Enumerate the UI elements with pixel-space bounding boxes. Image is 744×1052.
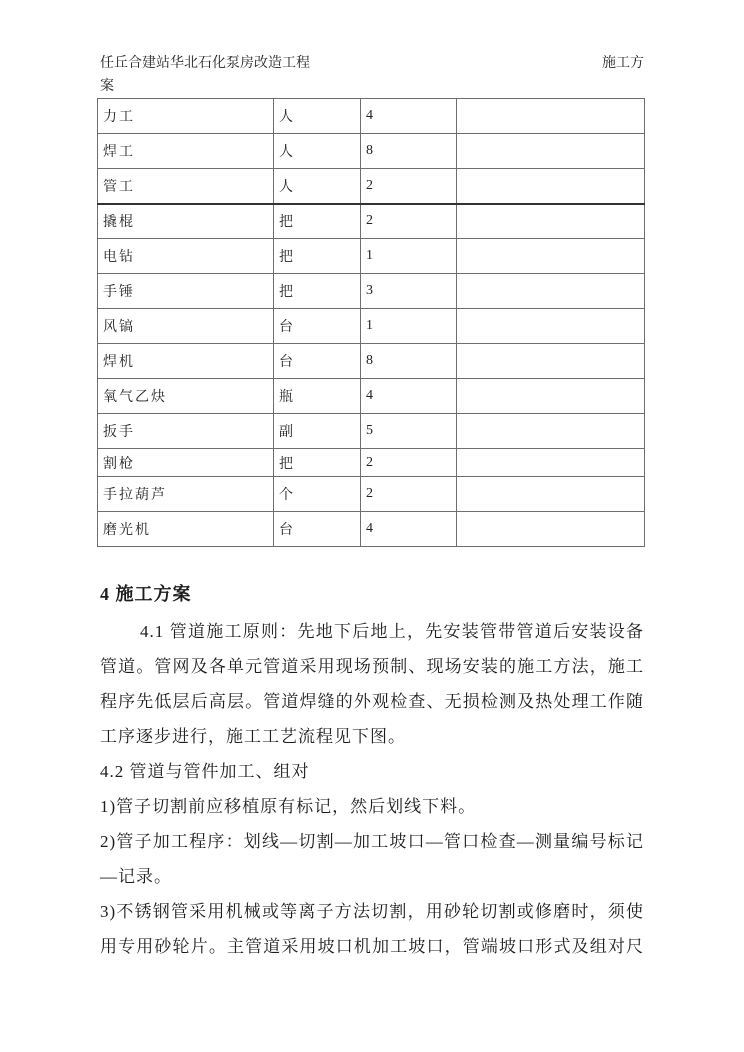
doc-type-wrap: 案 — [100, 79, 114, 94]
note-cell — [457, 274, 645, 309]
note-cell — [457, 134, 645, 169]
unit-cell: 人 — [274, 134, 361, 169]
qty-cell: 4 — [361, 379, 457, 414]
qty-cell: 2 — [361, 169, 457, 204]
table-row — [98, 344, 645, 379]
section-heading: 4 施工方案 — [100, 584, 192, 604]
table-row — [98, 414, 645, 449]
item-cell: 手锤 — [98, 274, 274, 309]
unit-cell: 人 — [274, 169, 361, 204]
item-cell: 割枪 — [98, 449, 274, 477]
qty-cell: 5 — [361, 414, 457, 449]
unit-cell: 把 — [274, 274, 361, 309]
qty-cell: 2 — [361, 477, 457, 512]
table-row — [98, 239, 645, 274]
qty-cell: 2 — [361, 204, 457, 239]
table-row — [98, 134, 645, 169]
table-row — [98, 99, 645, 134]
item-cell: 电钻 — [98, 239, 274, 274]
unit-cell: 副 — [274, 414, 361, 449]
qty-cell: 1 — [361, 309, 457, 344]
note-cell — [457, 512, 645, 547]
table-row — [98, 512, 645, 547]
table-row — [98, 204, 645, 239]
item-cell: 风镐 — [98, 309, 274, 344]
unit-cell: 台 — [274, 309, 361, 344]
unit-cell: 人 — [274, 99, 361, 134]
body-line: 1)管子切割前应移植原有标记，然后划线下料。 — [100, 797, 477, 816]
note-cell — [457, 169, 645, 204]
item-cell: 管工 — [98, 169, 274, 204]
item-cell: 氧气乙炔 — [98, 379, 274, 414]
page-content — [97, 0, 644, 964]
item-cell: 焊工 — [98, 134, 274, 169]
note-cell — [457, 477, 645, 512]
note-cell — [457, 449, 645, 477]
note-cell — [457, 239, 645, 274]
note-cell — [457, 344, 645, 379]
table-row — [98, 169, 645, 204]
body-line: 工序逐步进行，施工工艺流程见下图。 — [100, 727, 406, 746]
doc-type-label: 施工方 — [602, 56, 644, 71]
unit-cell: 把 — [274, 449, 361, 477]
note-cell — [457, 414, 645, 449]
item-cell: 磨光机 — [98, 512, 274, 547]
item-cell: 力工 — [98, 99, 274, 134]
body-line: —记录。 — [100, 867, 172, 886]
item-cell: 撬棍 — [98, 204, 274, 239]
note-cell — [457, 99, 645, 134]
item-cell: 扳手 — [98, 414, 274, 449]
item-cell: 焊机 — [98, 344, 274, 379]
section-body — [97, 614, 644, 964]
table-row — [98, 274, 645, 309]
project-title: 任丘合建站华北石化泵房改造工程 — [100, 56, 310, 71]
body-line: 3)不锈钢管采用机械或等离子方法切割，用砂轮切割或修磨时，须使 — [100, 902, 644, 921]
table-row — [98, 477, 645, 512]
qty-cell: 8 — [361, 134, 457, 169]
body-line: 4.2 管道与管件加工、组对 — [100, 762, 310, 781]
unit-cell: 台 — [274, 344, 361, 379]
body-line: 管道。管网及各单元管道采用现场预制、现场安装的施工方法，施工 — [100, 657, 644, 676]
table-row — [98, 449, 645, 477]
unit-cell: 把 — [274, 239, 361, 274]
table-row — [98, 379, 645, 414]
body-line: 程序先低层后高层。管道焊缝的外观检查、无损检测及热处理工作随 — [100, 692, 644, 711]
qty-cell: 8 — [361, 344, 457, 379]
note-cell — [457, 204, 645, 239]
note-cell — [457, 379, 645, 414]
unit-cell: 把 — [274, 204, 361, 239]
equipment-table — [97, 98, 645, 547]
body-line: 4.1 管道施工原则：先地下后地上，先安装管带管道后安装设备 — [140, 622, 644, 641]
qty-cell: 4 — [361, 99, 457, 134]
unit-cell: 瓶 — [274, 379, 361, 414]
note-cell — [457, 309, 645, 344]
qty-cell: 1 — [361, 239, 457, 274]
item-cell: 手拉葫芦 — [98, 477, 274, 512]
unit-cell: 个 — [274, 477, 361, 512]
page-header — [97, 52, 644, 98]
unit-cell: 台 — [274, 512, 361, 547]
body-line: 2)管子加工程序：划线—切割—加工坡口—管口检查—测量编号标记 — [100, 832, 644, 851]
qty-cell: 2 — [361, 449, 457, 477]
qty-cell: 3 — [361, 274, 457, 309]
body-line: 用专用砂轮片。主管道采用坡口机加工坡口，管端坡口形式及组对尺 — [100, 937, 644, 956]
table-row — [98, 309, 645, 344]
qty-cell: 4 — [361, 512, 457, 547]
page-header-line1 — [97, 52, 644, 75]
